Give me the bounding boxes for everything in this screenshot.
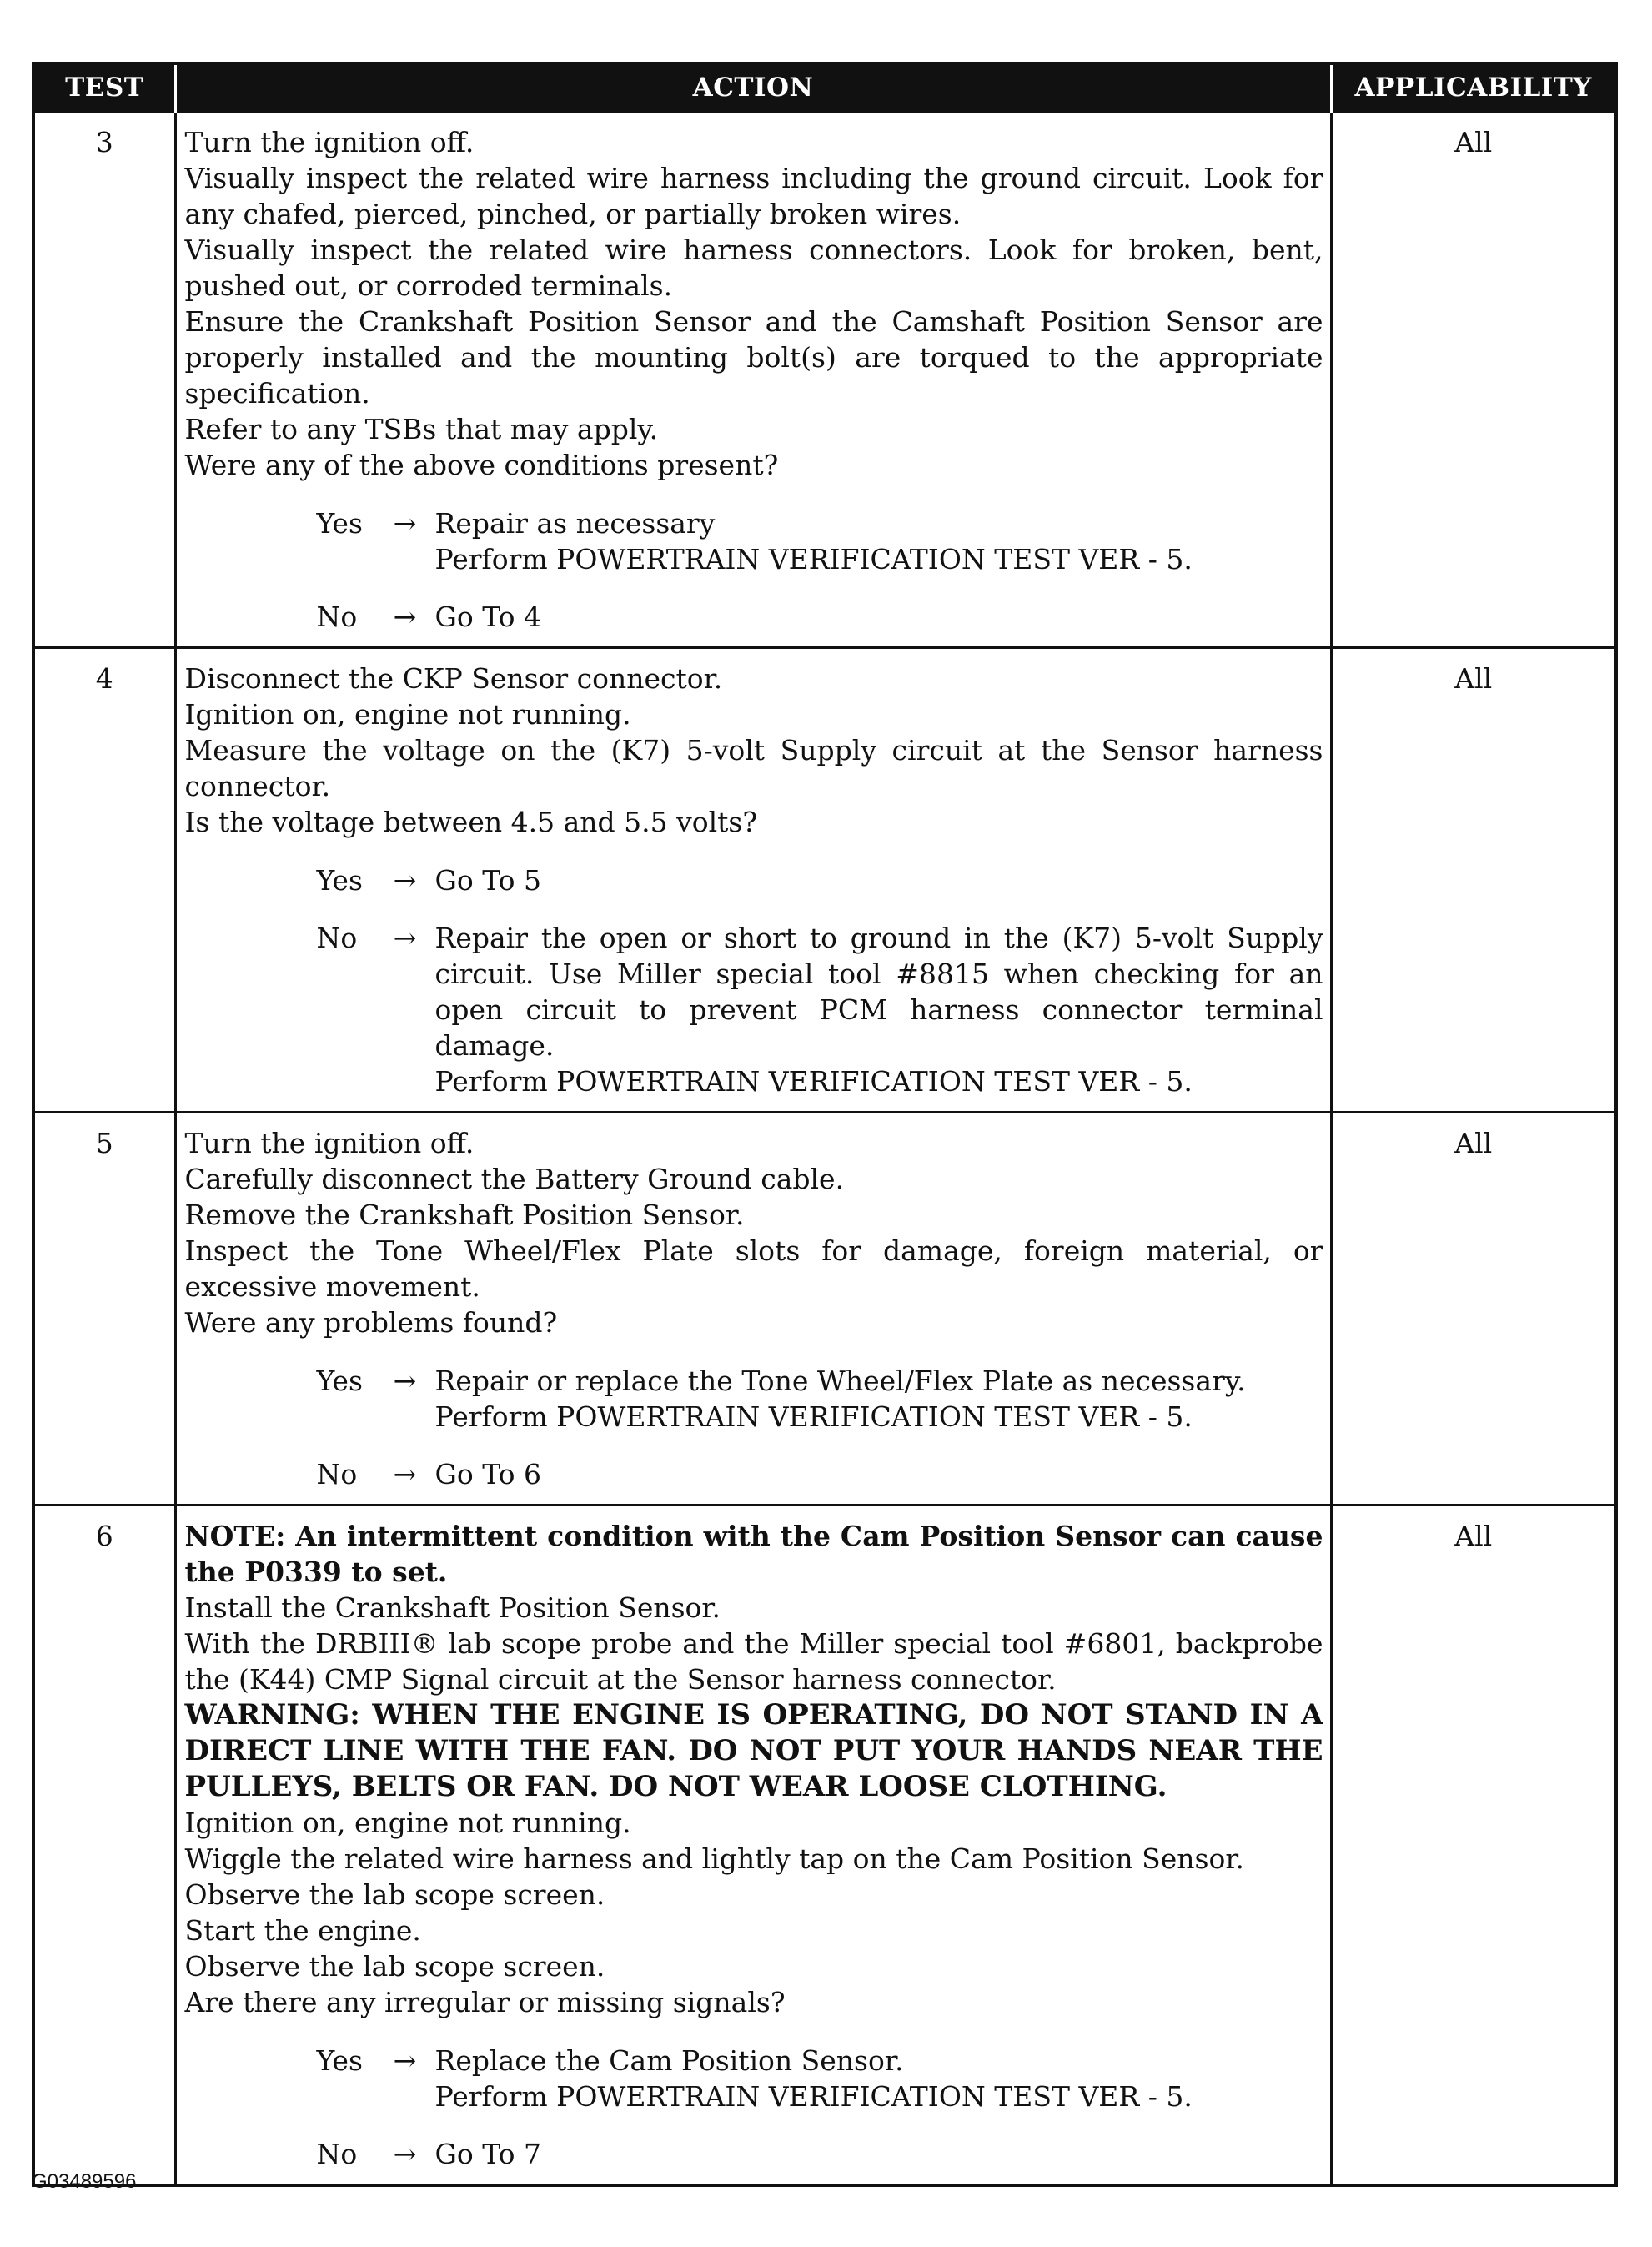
arrow-icon: → (393, 2044, 417, 2077)
table-row (35, 648, 1614, 1113)
no-branch (185, 2136, 1323, 2172)
no-label: No (316, 922, 358, 954)
action-step: Turn the ignition off. (184, 1127, 475, 1159)
warning-text: WARNING: WHEN THE ENGINE IS OPERATING, DO NOT STAND IN A DIRECT LINE WITH THE FAN. DO NOT PUT YOUR HANDS NEAR THE PULLEYS, BELTS OR FAN. DO NOT WEAR LOOSE CLOTHING. (184, 1698, 1323, 1803)
header-applicability: APPLICABILITY (1331, 65, 1614, 112)
table-row (35, 112, 1614, 648)
result-line: Repair the open or short to ground in the (K7) 5-volt Supply circuit. Use Miller special tool #8815 when checking for an open circuit to prevent PCM harness connector terminal damage. (434, 922, 1323, 1062)
no-label: No (316, 1458, 358, 1490)
yes-result (435, 862, 1323, 898)
action-step: With the DRBIII® lab scope probe and the Miller special tool #6801, backprobe the (K44) CMP Signal circuit at the Sensor harness connector. (184, 1627, 1323, 1696)
test-number: 6 (35, 1506, 175, 2184)
result-line: Go To 6 (434, 1458, 542, 1490)
note-text: NOTE: An intermittent condition with the Cam Position Sensor can cause the P0339 to set. (184, 1520, 1323, 1588)
no-branch (185, 920, 1323, 1099)
test-number: 5 (35, 1113, 175, 1506)
test-table (35, 65, 1614, 2184)
action-step: Remove the Crankshaft Position Sensor. (184, 1199, 745, 1231)
action-step: Carefully disconnect the Battery Ground cable. (184, 1163, 845, 1195)
no-branch (185, 1456, 1323, 1492)
header-test: TEST (35, 65, 175, 112)
applicability-cell: All (1331, 1113, 1614, 1506)
arrow-icon: → (393, 1458, 417, 1490)
yes-result (435, 2043, 1323, 2114)
no-result (435, 599, 1323, 635)
applicability-cell: All (1331, 112, 1614, 648)
figure-code: G03489596 (32, 2170, 137, 2193)
arrow-icon: → (393, 601, 417, 633)
action-step: Ignition on, engine not running. (184, 1807, 631, 1839)
yes-branch (185, 1363, 1323, 1435)
action-cell (175, 1113, 1331, 1506)
action-cell (175, 112, 1331, 648)
header-row (35, 65, 1614, 112)
arrow-icon: → (393, 922, 417, 954)
yes-branch (185, 505, 1323, 577)
action-step: Turn the ignition off. (184, 126, 475, 158)
result-line: Replace the Cam Position Sensor. (434, 2044, 904, 2077)
result-line: Perform POWERTRAIN VERIFICATION TEST VER - 5. (434, 1400, 1193, 1433)
action-step: Are there any irregular or missing signals? (184, 1986, 786, 2018)
header-action: ACTION (175, 65, 1331, 112)
no-label: No (316, 2138, 358, 2170)
action-step: Inspect the Tone Wheel/Flex Plate slots for damage, foreign material, or excessive movement. (184, 1234, 1323, 1303)
action-step: Observe the lab scope screen. (184, 1878, 605, 1911)
no-result (435, 2136, 1323, 2172)
yes-result (435, 1363, 1323, 1435)
table-row (35, 1113, 1614, 1506)
yes-result (435, 505, 1323, 577)
test-number: 3 (35, 112, 175, 648)
action-step: Were any of the above conditions present? (184, 449, 779, 481)
applicability-cell: All (1331, 1506, 1614, 2184)
applicability-cell: All (1331, 648, 1614, 1113)
arrow-icon: → (393, 2138, 417, 2170)
result-line: Repair as necessary (434, 507, 716, 540)
yes-label: Yes (316, 1365, 363, 1397)
action-step: Observe the lab scope screen. (184, 1950, 605, 1983)
action-step: Refer to any TSBs that may apply. (184, 413, 659, 445)
action-step: Wiggle the related wire harness and lightly tap on the Cam Position Sensor. (184, 1842, 1244, 1875)
yes-label: Yes (316, 507, 363, 540)
arrow-icon: → (393, 864, 417, 897)
result-line: Repair or replace the Tone Wheel/Flex Plate as necessary. (434, 1365, 1246, 1397)
action-step: Measure the voltage on the (K7) 5-volt Supply circuit at the Sensor harness connector. (184, 734, 1323, 802)
action-step: Install the Crankshaft Position Sensor. (184, 1591, 721, 1624)
result-line: Go To 4 (434, 601, 542, 633)
result-line: Go To 5 (434, 864, 542, 897)
action-step: Disconnect the CKP Sensor connector. (184, 662, 723, 695)
action-step: Ignition on, engine not running. (184, 698, 631, 731)
diagnostic-test-table (32, 62, 1618, 2187)
table-body (35, 112, 1614, 2184)
yes-branch (185, 2043, 1323, 2114)
result-line: Perform POWERTRAIN VERIFICATION TEST VER - 5. (434, 2080, 1193, 2113)
action-cell (175, 648, 1331, 1113)
action-cell (175, 1506, 1331, 2184)
result-line: Perform POWERTRAIN VERIFICATION TEST VER - 5. (434, 543, 1193, 576)
action-step: Ensure the Crankshaft Position Sensor and the Camshaft Position Sensor are properly installed and the mounting bolt(s) are torqued to the appropriate specification. (184, 305, 1323, 410)
action-step: Is the voltage between 4.5 and 5.5 volts? (184, 806, 758, 838)
action-step: Visually inspect the related wire harness connectors. Look for broken, bent, pushed out, or corroded terminals. (184, 234, 1323, 302)
action-step: Were any problems found? (184, 1306, 558, 1339)
action-step: Start the engine. (184, 1914, 421, 1947)
no-result (435, 920, 1323, 1099)
test-number: 4 (35, 648, 175, 1113)
arrow-icon: → (393, 1365, 417, 1397)
arrow-icon: → (393, 507, 417, 540)
yes-label: Yes (316, 864, 363, 897)
result-line: Perform POWERTRAIN VERIFICATION TEST VER - 5. (434, 1065, 1193, 1098)
no-branch (185, 599, 1323, 635)
result-line: Go To 7 (434, 2138, 542, 2170)
yes-branch (185, 862, 1323, 898)
no-label: No (316, 601, 358, 633)
table-row (35, 1506, 1614, 2184)
action-step: Visually inspect the related wire harness including the ground circuit. Look for any chafed, pierced, pinched, or partially broken wires. (184, 162, 1323, 230)
yes-label: Yes (316, 2044, 363, 2077)
no-result (435, 1456, 1323, 1492)
